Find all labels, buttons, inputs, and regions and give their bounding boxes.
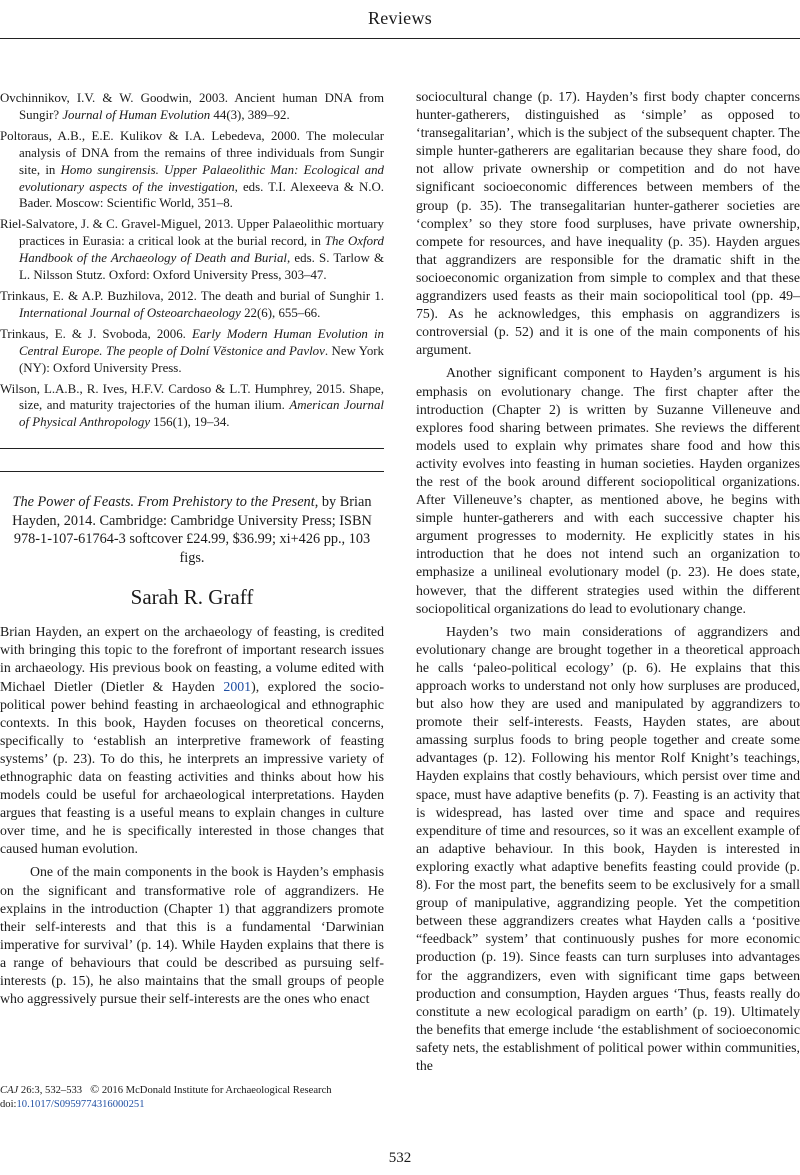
book-details: , by Brian Hayden, 2014. Cambridge: Cambridge University Press; ISBN 978-1-107-61764-3 softcover £24.99, $36.99; xi+426 pp., 103 figs.: [12, 494, 372, 566]
divider-line-bottom: [0, 471, 384, 472]
body-paragraph: One of the main components in the book is Hayden’s emphasis on the significant and transformative role of aggrandizers. He explains in the introduction (Chapter 1) that aggrandizers promote their self-interests and that this is a fundamental ‘Darwinian imperative for survival’ (p. 14). While Hayden explains that there is a range of behaviours that could be described as pursuing self-interests (p. 15), he also maintains that the small groups of people who aggressively pursue their self-interests are the ones who enact: [0, 864, 384, 1007]
journal-abbrev: CAJ: [0, 1085, 19, 1096]
copyright-icon: ©: [90, 1082, 100, 1096]
header-rule: [0, 38, 800, 39]
reviewer-name: Sarah R. Graff: [130, 585, 254, 610]
book-citation: [0, 493, 384, 567]
doi-link[interactable]: 10.1017/S0959774316000251: [16, 1099, 145, 1110]
left-column: [0, 90, 384, 1008]
citation-link[interactable]: 2001: [223, 678, 252, 694]
body-paragraph: Hayden’s two main considerations of aggrandizers and evolutionary change are brought together in a theoretical approach he calls ‘paleo-political ecology’ (p. 6). He explains that this approach works to understand not only how surpluses are produced, but also how they are used and manipulated by aggrandizers to promote their self-interests. Feasts, Hayden states, are about amassing surplus foods to bring people together and create some advantages (p. 12). Following his mentor Rolf Knight’s teachings, Hayden explains that costly behaviours, which persist over time and space, must have adaptive benefits (p. 7). Feasting is an activity that is widespread, has lasted over time and space and requires expenditure of time and resources, so it was an excellent example of an adaptive behaviour. In this book, Hayden is interested in exploring exactly what adaptive benefits feasting could provide (p. 8). For the most part, the benefits seem to be exclusively for a small group of manipulative, aggrandizing people. Yet the competition between these aggrandizers creates what Hayden calls a ‘positive “feedback” system’ that continuously pushes for more economic production (p. 19). Since feasts can turn surpluses into advantages for the aggrandizers, even with significant time gaps between production and consumption, Hayden argues ‘Thus, feasts really do constitute a new ecological paradigm on earth’ (p. 19). Ultimately the benefits that emerge include ‘the establishment of socioeconomic safety nets, the establishment of political power within communities, the: [416, 623, 800, 1073]
copyright-text: 2016 McDonald Institute for Archaeological Research: [99, 1085, 332, 1096]
doi-label: doi:: [0, 1099, 17, 1110]
body-paragraph: sociocultural change (p. 17). Hayden’s first body chapter concerns hunter-gatherers, distinguished as ‘simple’ as opposed to ‘transegalitarian’, which is the subject of the subsequent chapter. The simple hunter-gatherers are egalitarian because they share food, do not allow private ownership or competition and do not have significant socioeconomic differences between members of the group (p. 35). The transegalitarian hunter-gatherer societies are ‘complex’ so they store food surpluses, have private ownership, compete for resources, and have inequality (p. 35). Hayden argues that aggrandizers are responsible for the dramatic shift in the socioeconomic organization from simple to complex and that these aggrandizers used feasts as their main sociopolitical tool (pp. 49–75). As he acknowledges, this emphasis on aggrandizers is controversial (p. 52) and it is one of the main components of his argument.: [416, 89, 800, 358]
reference-item: Poltoraus, A.B., E.E. Kulikov & I.A. Lebedeva, 2000. The molecular analysis of DNA from the remains of three individuals from Sungir site, in Homo sungirensis. Upper Palaeolithic Man: Ecological and evolutionary aspects of the investigation, eds. T.I. Alexeeva & N.O. Bader. Moscow: Scientific World, 351–8.: [0, 128, 385, 211]
running-header-title: Reviews: [367, 8, 433, 28]
reference-list: [0, 90, 384, 431]
reference-item: Ovchinnikov, I.V. & W. Goodwin, 2003. Ancient human DNA from Sungir? Journal of Human Evolution 44(3), 389–92.: [0, 91, 384, 122]
reference-item: Trinkaus, E. & J. Svoboda, 2006. Early Modern Human Evolution in Central Europe. The people of Dolní Věstonice and Pavlov. New York (NY): Oxford University Press.: [0, 326, 385, 375]
journal-footer: [0, 1082, 384, 1112]
footer-line-2: [0, 1098, 384, 1112]
book-title: The Power of Feasts. From Prehistory to the Present: [12, 494, 315, 511]
page-number: 532: [388, 1150, 412, 1166]
right-column: [416, 88, 800, 1075]
divider-line-top: [0, 448, 384, 449]
body-paragraph: Brian Hayden, an expert on the archaeology of feasting, is credited with bringing this topic to the forefront of important research issues in archaeology. His previous book on feasting, a volume edited with Michael Dietler (Dietler & Hayden 2001), explored the socio-political power behind feasting in archaeological and ethnographic contexts. In this book, Hayden focuses on theoretical concerns, specifically to ‘establish an interpretive framework of feasting systems’ (p. 23). To do this, he interprets an impressive variety of ethnographic data on feasting activities and thinks about how his models could be useful for archaeological interpretations. Hayden argues that feasting is a useful means to explain changes in culture over time, and he is specifically interested in those changes that caused human evolution.: [0, 624, 384, 857]
reference-item: Trinkaus, E. & A.P. Buzhilova, 2012. The death and burial of Sunghir 1. International Journal of Osteoarchaeology 22(6), 655–66.: [0, 288, 384, 320]
running-header: [0, 0, 800, 42]
footer-line-1: [0, 1082, 384, 1098]
reference-item: Wilson, L.A.B., R. Ives, H.F.V. Cardoso & L.T. Humphrey, 2015. Shape, size, and maturity trajectories of the human ilium. American Journal of Physical Anthropology 156(1), 19–34.: [0, 381, 384, 430]
reference-item: Riel-Salvatore, J. & C. Gravel-Miguel, 2013. Upper Palaeolithic mortuary practices in Eurasia: a critical look at the burial record, in The Oxford Handbook of the Archaeology of Death and Burial, eds. S. Tarlow & L. Nilsson Stutz. Oxford: Oxford University Press, 303–47.: [0, 217, 385, 283]
body-paragraph: Another significant component to Hayden’s argument is his emphasis on evolutionary change. The first chapter after the introduction (Chapter 2) is written by Suzanne Villeneuve and explores food sharing between primates. She reviews the different models used to explain why primates share food and how this activity evolves into feasting in human societies. Hayden organizes the rest of the book around different sociopolitical organizations. After Villeneuve’s chapter, as mentioned above, he begins with simple hunter-gatherers and with each successive chapter his argument progresses to modernity. He explicitly states in his introduction that he does not intend such an organization to emphasize a unilineal evolutionary model (p. 23). He does state, however, that the different strategies used within the different sociopolitical organizations do lead to evolutionary change.: [416, 365, 800, 616]
journal-volume: 26:3, 532–533: [18, 1085, 83, 1096]
section-divider: [0, 435, 384, 465]
